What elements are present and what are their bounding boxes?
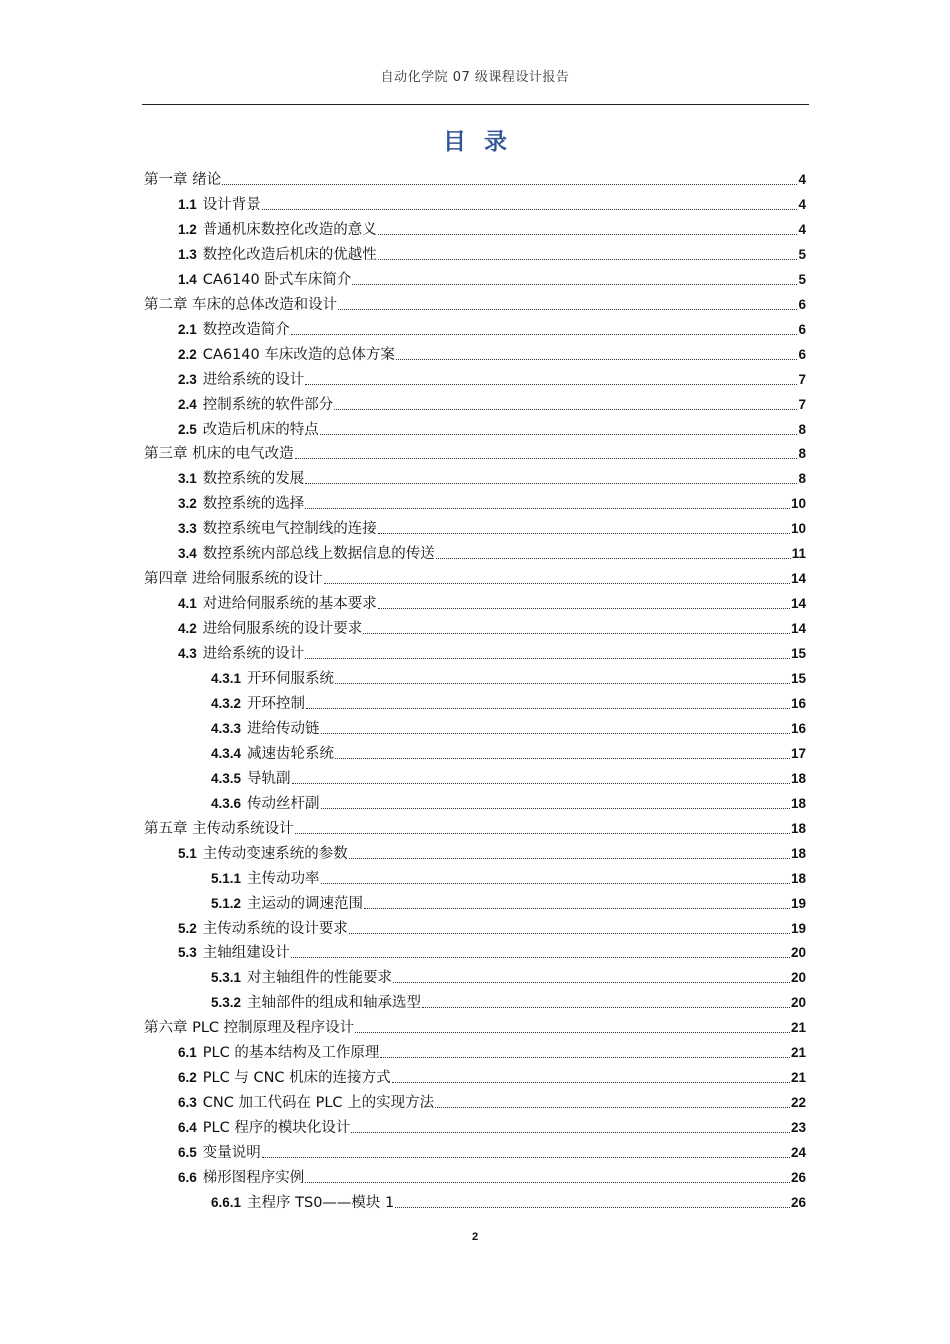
toc-title: 目录 <box>443 129 525 155</box>
toc-entry-title: 开环伺服系统 <box>247 671 335 687</box>
toc-entry-number: 6.6.1 <box>211 1194 242 1210</box>
toc-entry-page: 18 <box>790 870 806 886</box>
toc-entry-title: 第三章 机床的电气改造 <box>144 446 294 463</box>
toc-dot-leader <box>363 632 790 634</box>
toc-entry-page: 15 <box>790 671 806 686</box>
toc-entry-number: 4.3.3 <box>211 720 242 736</box>
toc-section-entry[interactable] <box>178 1063 806 1087</box>
toc-entry-number: 5.1.1 <box>211 870 242 886</box>
toc-entry-title: 对主轴组件的性能要求 <box>247 970 393 987</box>
toc-chapter-entry[interactable] <box>144 564 806 588</box>
toc-entry-title: 普通机床数控化改造的意义 <box>202 221 377 238</box>
toc-subsection-entry[interactable] <box>211 764 806 788</box>
toc-entry-page: 18 <box>790 820 806 836</box>
toc-entry-title: 改造后机床的特点 <box>202 421 319 438</box>
toc-dot-leader <box>378 607 790 609</box>
toc-dot-leader <box>320 433 798 435</box>
toc-entry-number: 1.1 <box>178 196 197 212</box>
toc-entry-page: 14 <box>790 596 806 612</box>
toc-section-entry[interactable] <box>178 464 806 488</box>
toc-entry-number: 4.1 <box>178 596 197 612</box>
toc-entry-page: 8 <box>798 446 806 462</box>
toc-section-entry[interactable] <box>178 215 806 239</box>
toc-section-entry[interactable] <box>178 340 806 364</box>
toc-entry-page: 6 <box>798 321 806 337</box>
toc-entry-number: 3.2 <box>178 496 197 512</box>
toc-entry-page: 5 <box>798 271 806 287</box>
toc-dot-leader <box>292 782 790 784</box>
header-divider <box>142 104 809 105</box>
toc-section-entry[interactable] <box>178 589 806 613</box>
toc-section-entry[interactable] <box>178 839 806 863</box>
toc-entry-title: 主传动变速系统的参数 <box>202 845 348 862</box>
toc-dot-leader <box>291 333 798 335</box>
toc-entry-page: 8 <box>798 471 806 487</box>
toc-dot-leader <box>378 233 798 235</box>
toc-entry-page: 19 <box>790 920 806 936</box>
toc-dot-leader <box>305 482 797 484</box>
toc-entry-number: 6.6 <box>178 1170 197 1185</box>
toc-entry-title: 第六章 PLC 控制原理及程序设计 <box>144 1020 355 1037</box>
toc-dot-leader <box>306 707 790 709</box>
toc-dot-leader <box>321 882 790 884</box>
toc-dot-leader <box>291 956 790 958</box>
toc-entry-number: 4.3.5 <box>211 770 242 786</box>
toc-entry-page: 10 <box>790 521 806 537</box>
toc-entry-title: 对进给伺服系统的基本要求 <box>202 596 377 613</box>
toc-entry-number: 5.1.2 <box>211 895 242 911</box>
toc-subsection-entry[interactable] <box>211 988 806 1012</box>
toc-entry-title: PLC 的基本结构及工作原理 <box>202 1045 380 1062</box>
toc-dot-leader <box>395 1206 790 1208</box>
toc-entry-number: 2.3 <box>178 371 197 387</box>
toc-entry-number: 1.3 <box>178 246 197 262</box>
toc-section-entry[interactable] <box>178 614 806 638</box>
toc-section-entry[interactable] <box>178 639 806 663</box>
toc-entry-page: 7 <box>798 371 806 387</box>
toc-entry-title: 梯形图程序实例 <box>202 1170 305 1186</box>
toc-entry-number: 5.3.1 <box>211 970 242 986</box>
toc-dot-leader <box>295 832 790 834</box>
toc-entry-page: 6 <box>798 296 806 312</box>
toc-section-entry[interactable] <box>178 240 806 264</box>
toc-entry-title: 第一章 绪论 <box>144 172 222 188</box>
toc-section-entry[interactable] <box>178 938 806 962</box>
toc-entry-number: 4.2 <box>178 621 197 637</box>
toc-entry-title: 变量说明 <box>202 1145 261 1162</box>
toc-entry-title: 第五章 主传动系统设计 <box>144 820 294 837</box>
toc-entry-number: 1.2 <box>178 221 197 237</box>
toc-section-entry[interactable] <box>178 539 806 563</box>
toc-entry-title: 数控系统的选择 <box>202 496 305 513</box>
toc-dot-leader <box>305 1181 790 1183</box>
toc-entry-number: 6.5 <box>178 1145 197 1161</box>
toc-entry-title: 主传动功率 <box>247 870 320 887</box>
toc-section-entry[interactable] <box>178 1038 806 1062</box>
toc-section-entry[interactable] <box>178 1138 806 1162</box>
toc-entry-page: 16 <box>790 720 806 736</box>
toc-entry-number: 6.2 <box>178 1070 197 1086</box>
toc-entry-number: 3.4 <box>178 546 197 562</box>
toc-entry-number: 2.1 <box>178 321 197 337</box>
toc-dot-leader <box>392 1081 790 1083</box>
toc-chapter-entry[interactable] <box>144 814 806 838</box>
toc-subsection-entry[interactable] <box>211 664 806 688</box>
toc-dot-leader <box>321 807 790 809</box>
toc-dot-leader <box>351 1131 790 1133</box>
toc-entry-number: 3.1 <box>178 471 197 487</box>
toc-entry-number: 2.4 <box>178 396 197 412</box>
toc-entry-page: 18 <box>790 770 806 786</box>
toc-entry-number: 3.3 <box>178 521 197 537</box>
toc-dot-leader <box>378 258 798 260</box>
toc-entry-title: CA6140 卧式车床简介 <box>202 271 352 288</box>
toc-entry-title: 进给系统的设计 <box>202 371 305 388</box>
toc-subsection-entry[interactable] <box>211 963 806 987</box>
toc-entry-title: 设计背景 <box>202 196 261 213</box>
toc-section-entry[interactable] <box>178 1088 806 1112</box>
toc-subsection-entry[interactable] <box>211 889 806 913</box>
toc-entry-title: 数控系统的发展 <box>202 471 305 488</box>
toc-section-entry[interactable] <box>178 489 806 513</box>
toc-entry-number: 4.3.2 <box>211 695 242 711</box>
toc-entry-number: 5.3.2 <box>211 995 242 1011</box>
toc-chapter-entry[interactable] <box>144 439 806 463</box>
toc-dot-leader <box>262 1156 790 1158</box>
toc-entry-page: 11 <box>791 546 806 562</box>
toc-section-entry[interactable] <box>178 1113 806 1137</box>
toc-entry-page: 20 <box>790 970 806 986</box>
toc-entry-page: 22 <box>790 1095 806 1111</box>
toc-section-entry[interactable] <box>178 190 806 214</box>
toc-dot-leader <box>393 981 790 983</box>
toc-entry-number: 4.3.1 <box>211 671 242 686</box>
toc-dot-leader <box>321 732 790 734</box>
toc-subsection-entry[interactable] <box>211 1188 806 1212</box>
toc-entry-number: 4.3 <box>178 646 197 662</box>
toc-entry-title: 主传动系统的设计要求 <box>202 920 348 937</box>
toc-entry-page: 20 <box>790 995 806 1011</box>
toc-entry-title: 主轴组建设计 <box>202 945 290 962</box>
toc-entry-title: 主轴部件的组成和轴承选型 <box>247 995 422 1012</box>
toc-entry-title: CA6140 车床改造的总体方案 <box>202 346 395 363</box>
toc-entry-number: 4.3.4 <box>211 745 242 761</box>
toc-entry-number: 2.5 <box>178 421 197 437</box>
toc-entry-number: 2.2 <box>178 346 197 362</box>
toc-section-entry[interactable] <box>178 415 806 439</box>
toc-entry-page: 24 <box>790 1145 806 1161</box>
toc-entry-title: 传动丝杆副 <box>247 795 320 812</box>
toc-entry-page: 21 <box>790 1045 806 1061</box>
toc-entry-page: 18 <box>790 845 806 861</box>
toc-entry-title: 第二章 车床的总体改造和设计 <box>144 296 338 313</box>
toc-entry-title: 控制系统的软件部分 <box>202 396 334 413</box>
toc-entry-title: 数控化改造后机床的优越性 <box>202 246 377 263</box>
toc-dot-leader <box>324 582 790 584</box>
toc-subsection-entry[interactable] <box>211 739 806 763</box>
toc-section-entry[interactable] <box>178 315 806 339</box>
toc-entry-page: 23 <box>790 1120 806 1136</box>
toc-section-entry[interactable] <box>178 365 806 389</box>
toc-entry-title: 减速齿轮系统 <box>247 745 335 762</box>
toc-section-entry[interactable] <box>178 514 806 538</box>
toc-dot-leader <box>349 857 790 859</box>
toc-dot-leader <box>378 532 790 534</box>
toc-entry-page: 4 <box>798 221 806 237</box>
toc-entry-title: 数控改造简介 <box>202 321 290 338</box>
toc-entry-page: 7 <box>798 396 806 412</box>
toc-entry-number: 5.2 <box>178 920 197 936</box>
toc-entry-number: 1.4 <box>178 271 197 287</box>
toc-entry-page: 5 <box>798 246 806 262</box>
toc-entry-page: 4 <box>798 172 806 187</box>
toc-entry-number: 5.3 <box>178 945 197 961</box>
toc-entry-page: 18 <box>790 795 806 811</box>
toc-entry-title: 主程序 TS0——模块 1 <box>247 1194 395 1211</box>
toc-dot-leader <box>364 907 790 909</box>
toc-section-entry[interactable] <box>178 265 806 289</box>
toc-dot-leader <box>305 657 790 659</box>
toc-dot-leader <box>334 408 797 410</box>
toc-entry-title: 导轨副 <box>247 770 291 787</box>
toc-subsection-entry[interactable] <box>211 689 806 713</box>
toc-entry-page: 26 <box>790 1194 806 1210</box>
toc-dot-leader <box>335 682 790 684</box>
toc-entry-page: 15 <box>790 646 806 662</box>
toc-entry-number: 6.4 <box>178 1120 197 1136</box>
toc-dot-leader <box>435 1106 790 1108</box>
toc-entry-page: 26 <box>790 1170 806 1185</box>
toc-chapter-entry[interactable] <box>144 290 806 314</box>
toc-dot-leader <box>222 183 797 185</box>
toc-entry-page: 14 <box>790 621 806 637</box>
toc-dot-leader <box>305 383 797 385</box>
toc-entry-page: 16 <box>790 695 806 711</box>
toc-dot-leader <box>352 283 797 285</box>
toc-entry-title: PLC 与 CNC 机床的连接方式 <box>202 1070 391 1087</box>
toc-dot-leader <box>305 507 790 509</box>
page-header: 自动化学院 07 级课程设计报告 <box>380 70 570 85</box>
toc-entry-title: 开环控制 <box>247 695 306 712</box>
toc-entry-title: 进给伺服系统的设计要求 <box>202 621 363 638</box>
toc-subsection-entry[interactable] <box>211 789 806 813</box>
toc-chapter-entry[interactable] <box>144 1013 806 1037</box>
toc-entry-title: CNC 加工代码在 PLC 上的实现方法 <box>202 1095 435 1112</box>
toc-entry-title: 进给传动链 <box>247 720 320 737</box>
toc-dot-leader <box>338 308 797 310</box>
toc-subsection-entry[interactable] <box>211 864 806 888</box>
toc-dot-leader <box>396 358 798 360</box>
toc-dot-leader <box>262 208 798 210</box>
toc-entry-title: 数控系统内部总线上数据信息的传送 <box>202 546 435 563</box>
toc-entry-title: 进给系统的设计 <box>202 646 305 663</box>
toc-dot-leader <box>335 757 790 759</box>
toc-section-entry[interactable] <box>178 390 806 414</box>
toc-dot-leader <box>422 1006 790 1008</box>
toc-dot-leader <box>380 1056 790 1058</box>
toc-dot-leader <box>295 457 798 459</box>
toc-entry-number: 6.3 <box>178 1095 197 1111</box>
toc-section-entry[interactable] <box>178 1163 806 1187</box>
toc-entry-title: 数控系统电气控制线的连接 <box>202 521 377 538</box>
toc-entry-page: 8 <box>798 421 806 437</box>
toc-entry-page: 19 <box>790 895 806 911</box>
toc-chapter-entry[interactable] <box>144 165 806 189</box>
toc-subsection-entry[interactable] <box>211 714 806 738</box>
toc-entry-page: 21 <box>790 1020 806 1036</box>
toc-dot-leader <box>436 557 791 559</box>
toc-dot-leader <box>349 932 790 934</box>
toc-entry-page: 17 <box>790 745 806 761</box>
toc-entry-title: 主运动的调速范围 <box>247 895 364 912</box>
toc-entry-page: 20 <box>790 945 806 961</box>
toc-entry-number: 5.1 <box>178 845 197 861</box>
toc-entry-page: 14 <box>790 571 806 587</box>
toc-dot-leader <box>355 1031 790 1033</box>
toc-entry-title: 第四章 进给伺服系统的设计 <box>144 571 323 588</box>
toc-entry-page: 21 <box>790 1070 806 1086</box>
toc-section-entry[interactable] <box>178 914 806 938</box>
toc-entry-title: PLC 程序的模块化设计 <box>202 1120 351 1137</box>
toc-entry-number: 4.3.6 <box>211 795 242 811</box>
page-number: 2 <box>471 1231 479 1243</box>
toc-entry-page: 4 <box>798 196 806 212</box>
toc-entry-page: 10 <box>790 496 806 512</box>
toc-entry-number: 6.1 <box>178 1045 197 1061</box>
toc-entry-page: 6 <box>798 346 806 362</box>
